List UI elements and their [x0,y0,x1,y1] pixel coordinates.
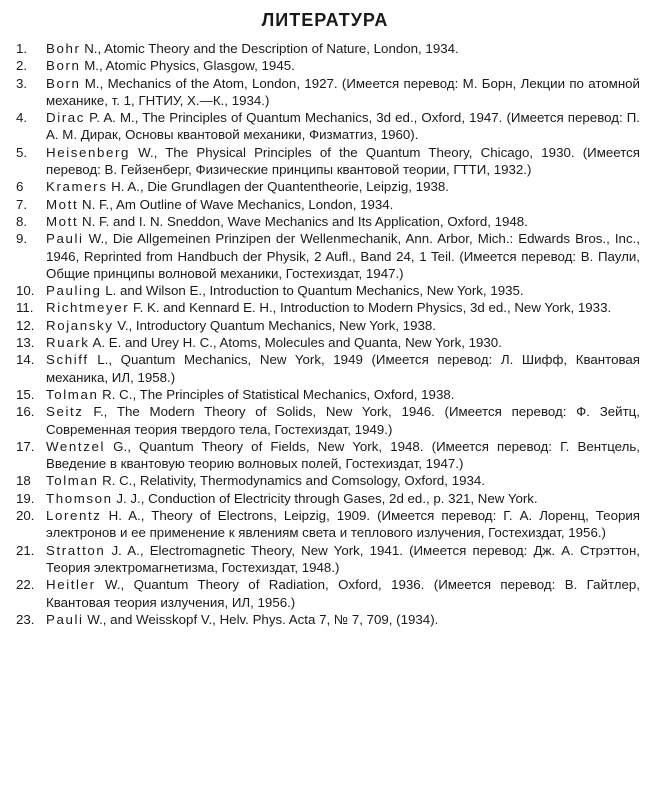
list-item [0,75,650,110]
list-item [0,490,650,507]
reference-number: 19. [16,490,35,506]
reference-author: Schiff [46,352,89,368]
list-item [0,196,650,213]
list-item [0,472,650,489]
reference-text: J. A., Electromagnetic Theory, New York, 1941. (Имеется перевод: Дж. А. Стрэттон, Теория электромагнетизма, Гостехиздат, 1948.) [46,542,640,575]
reference-text: J. J., Conduction of Electricity through Gases, 2d ed., p. 321, New York. [112,490,538,506]
list-item [0,178,650,195]
reference-author: Heisenberg [46,144,131,160]
reference-author: Pauli [46,231,84,247]
reference-author: Tolman [46,473,99,489]
reference-text: A. E. and Urey H. C., Atoms, Molecules and Quanta, New York, 1930. [89,335,502,351]
list-item [0,611,650,628]
reference-number: 3. [16,75,28,91]
reference-text: R. C., Relativity, Thermodynamics and Comsology, Oxford, 1934. [98,473,485,489]
reference-text: M., Mechanics of the Atom, London, 1927. (Имеется перевод: М. Борн, Лекции по атомной механике, т. 1, ГНТИУ, Х.—К., 1934.) [46,75,640,108]
reference-text: L. and Wilson E., Introduction to Quantum Mechanics, New York, 1935. [101,283,524,299]
reference-text: N. F., Am Outline of Wave Mechanics, London, 1934. [78,196,394,212]
reference-text: V., Introductory Quantum Mechanics, New York, 1938. [113,317,437,333]
reference-author: Bohr [46,41,81,56]
reference-author: Born [46,75,81,91]
reference-text: N. F. and I. N. Sneddon, Wave Mechanics and Its Application, Oxford, 1948. [78,213,528,229]
reference-number: 17. [16,438,35,454]
reference-text: W., Die Allgemeinen Prinzipen der Wellenmechanik, Ann. Arbor, Mich.: Edwards Bros., Inc., 1946, Reprinted from Handbuch der Physik, 2 Aufl., Band 24, 1 Teil. (Имеется перевод: В. Паули, Общие принципы волновой механики, Гостехиздат, 1947.) [46,231,640,281]
reference-text: W., and Weisskopf V., Helv. Phys. Acta 7, № 7, 709, (1934). [83,611,439,627]
reference-number: 6 [16,179,24,195]
reference-number: 16. [16,404,35,420]
list-item [0,386,650,403]
list-item [0,317,650,334]
reference-author: Wentzel [46,438,105,454]
reference-author: Born [46,58,81,74]
reference-text: G., Quantum Theory of Fields, New York, 1948. (Имеется перевод: Г. Вентцель, Введение в квантовую теорию волновых полей, Гостехиздат, 1947.) [46,438,640,472]
reference-author: Stratton [46,542,106,558]
reference-author: Rojansky [46,317,114,333]
list-item [0,299,650,316]
list-item [0,230,650,282]
reference-number: 15. [16,386,35,402]
reference-text: R. C., The Principles of Statistical Mechanics, Oxford, 1938. [98,386,455,402]
reference-author: Heitler [46,577,96,593]
list-item [0,213,650,230]
list-item [0,334,650,351]
reference-number: 1. [16,41,28,56]
reference-number: 21. [16,542,35,558]
reference-text: H. A., Theory of Electrons, Leipzig, 1909. (Имеется перевод: Г. А. Лоренц, Теория электронов и ее применение к явлениям света и теплового излучения, Гостехиздат, 1956.) [46,508,640,541]
page-title: ЛИТЕРАТУРА [261,10,389,30]
reference-number: 4. [16,110,28,126]
reference-number: 23. [16,611,35,627]
list-item [0,351,650,386]
reference-author: Thomson [46,490,113,506]
reference-number: 20. [16,508,35,524]
reference-number: 7. [16,196,28,212]
reference-number: 13. [16,335,35,351]
reference-author: Kramers [46,179,108,195]
list-item [0,438,650,473]
list-item [0,109,650,144]
reference-text: W., The Physical Principles of the Quantum Theory, Chicago, 1930. (Имеется перевод: В. Гейзенберг, Физические принципы квантовой теории, ГТТИ, 1932.) [46,144,640,178]
reference-author: Pauling [46,283,102,299]
reference-number: 8. [16,213,28,229]
reference-text: F., The Modern Theory of Solids, New York, 1946. (Имеется перевод: Ф. Зейтц, Современная теория твердого тела, Гостехиздат, 1949.) [46,404,640,437]
reference-list [0,40,650,628]
reference-author: Lorentz [46,508,102,524]
reference-text: M., Atomic Physics, Glasgow, 1945. [80,58,295,74]
reference-text: W., Quantum Theory of Radiation, Oxford, 1936. (Имеется перевод: В. Гайтлер, Квантовая теория излучения, ИЛ, 1956.) [46,577,640,610]
list-item [0,576,650,611]
reference-author: Ruark [46,335,90,351]
list-item [0,144,650,179]
list-item [0,57,650,74]
reference-number: 12. [16,317,35,333]
reference-number: 10. [16,283,35,299]
reference-text: P. A. M., The Principles of Quantum Mechanics, 3d ed., Oxford, 1947. (Имеется перевод: П. А. М. Дирак, Основы квантовой механики, Физматгиз, 1960). [46,110,640,143]
reference-text: L., Quantum Mechanics, New York, 1949 (Имеется перевод: Л. Шифф, Квантовая механика, ИЛ, 1958.) [46,352,640,385]
reference-author: Dirac [46,110,86,126]
list-item [0,403,650,438]
reference-number: 14. [16,352,35,368]
list-item [0,40,650,57]
reference-number: 9. [16,231,28,247]
reference-text: N., Atomic Theory and the Description of Nature, London, 1934. [80,41,459,56]
reference-author: Mott [46,196,79,212]
list-item [0,282,650,299]
reference-number: 18 [16,473,31,489]
reference-number: 22. [16,577,35,593]
reference-text: F. K. and Kennard E. H., Introduction to Modern Physics, 3d ed., New York, 1933. [129,300,612,316]
reference-number: 5. [16,144,28,160]
reference-author: Seitz [46,404,84,420]
reference-number: 11. [16,300,34,316]
reference-author: Pauli [46,611,84,627]
reference-author: Mott [46,213,79,229]
reference-author: Richtmeyer [46,300,130,316]
list-item [0,507,650,542]
list-item [0,542,650,577]
reference-author: Tolman [46,386,99,402]
reference-number: 2. [16,58,28,74]
reference-text: H. A., Die Grundlagen der Quantentheorie, Leipzig, 1938. [107,179,449,195]
